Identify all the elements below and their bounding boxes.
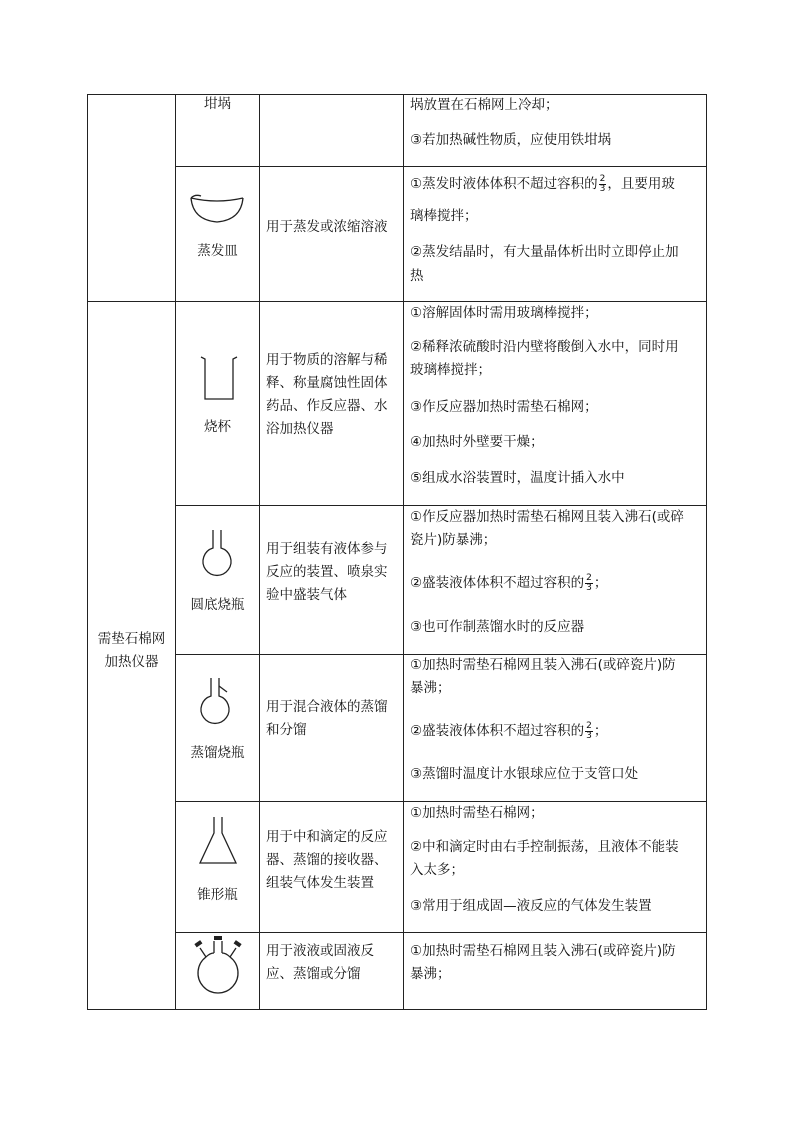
use-text: 用于中和滴定的反应 [266, 829, 388, 845]
note-text: 瓷片)防暴沸； [410, 532, 497, 548]
use-text: 应、蒸馏或分馏 [266, 966, 361, 982]
use-text: 用于蒸发或浓缩溶液 [266, 219, 388, 235]
note-text: ②盛装液体体积不超过容积的 $\frac{2}{3}$ ； [410, 720, 608, 741]
use-text: 用于组装有液体参与 [266, 541, 388, 557]
use-text: 浴加热仪器 [266, 421, 334, 437]
use-text: 用于液液或固液反 [266, 943, 374, 959]
note-text: ③若加热碱性物质，应使用铁坩埚 [410, 132, 612, 148]
instrument-name-crucible: 坩埚 [204, 96, 231, 112]
use-text: 释、称量腐蚀性固体 [266, 375, 388, 391]
instrument-name-round-bottom-flask: 圆底烧瓶 [190, 597, 245, 613]
use-text: 组装气体发生装置 [266, 875, 374, 891]
note-text: ③作反应器加热时需垫石棉网； [410, 399, 598, 415]
note-text: 暴沸； [410, 680, 451, 696]
use-text: 药品、作反应器、水 [266, 398, 388, 414]
note-text: ①蒸发时液体体积不超过容积的 $\frac{2}{3}$ ，且要用玻 [410, 173, 675, 194]
note-text: ③蒸馏时温度计水银球应位于支管口处 [410, 766, 639, 782]
use-text: 和分馏 [266, 722, 307, 738]
note-text: ①加热时需垫石棉网； [410, 805, 544, 821]
instrument-name-evaporating-dish: 蒸发皿 [197, 243, 238, 259]
category-label: 需垫石棉网 加热仪器 [97, 631, 166, 670]
use-text: 器、蒸馏的接收器、 [266, 852, 388, 868]
note-text: ①加热时需垫石棉网且装入沸石(或碎瓷片)防 [410, 657, 676, 673]
fraction-two-thirds: $\frac{2}{3}$ [586, 572, 592, 593]
note-text: 玻璃棒搅拌； [410, 362, 491, 378]
note-text: 热 [410, 268, 424, 284]
use-text: 用于混合液体的蒸馏 [266, 699, 388, 715]
evaporating-dish-icon [189, 190, 245, 226]
note-text: ①作反应器加热时需垫石棉网且装入沸石(或碎 [410, 509, 684, 525]
round-bottom-flask-icon [201, 528, 233, 578]
fraction-two-thirds: $\frac{2}{3}$ [586, 720, 592, 741]
note-text: ②稀释浓硫酸时沿内壁将酸倒入水中，同时用 [410, 339, 679, 355]
note-text: ①溶解固体时需用玻璃棒搅拌； [410, 305, 598, 321]
instrument-name-distillation-flask: 蒸馏烧瓶 [190, 745, 245, 761]
note-text: 暴沸； [410, 966, 451, 982]
use-text: 用于物质的溶解与稀 [266, 352, 388, 368]
instrument-name-conical-flask: 锥形瓶 [197, 887, 238, 903]
note-text: ⑤组成水浴装置时，温度计插入水中 [410, 470, 625, 486]
use-text: 反应的装置、喷泉实 [266, 564, 388, 580]
note-text: ④加热时外壁要干燥； [410, 434, 544, 450]
note-text: 璃棒搅拌； [410, 208, 478, 224]
note-text: 入太多； [410, 862, 464, 878]
note-text: ③常用于组成固—液反应的气体发生装置 [410, 898, 652, 914]
note-text: ②蒸发结晶时，有大量晶体析出时立即停止加 [410, 244, 679, 260]
use-text: 验中盛装气体 [266, 587, 347, 603]
fraction-two-thirds: $\frac{2}{3}$ [599, 173, 606, 194]
note-text: 埚放置在石棉网上冷却； [410, 97, 559, 113]
three-neck-flask-icon [186, 935, 250, 991]
instrument-name-beaker: 烧杯 [204, 419, 231, 435]
note-text: ②盛装液体体积不超过容积的 $\frac{2}{3}$ ； [410, 572, 608, 593]
note-text: ②中和滴定时由右手控制振荡，且液体不能装 [410, 839, 679, 855]
note-text: ③也可作制蒸馏水时的反应器 [410, 619, 585, 635]
note-text: ①加热时需垫石棉网且装入沸石(或碎瓷片)防 [410, 943, 676, 959]
beaker-icon [199, 355, 239, 403]
conical-flask-icon [196, 815, 240, 867]
distillation-flask-icon [200, 676, 236, 726]
